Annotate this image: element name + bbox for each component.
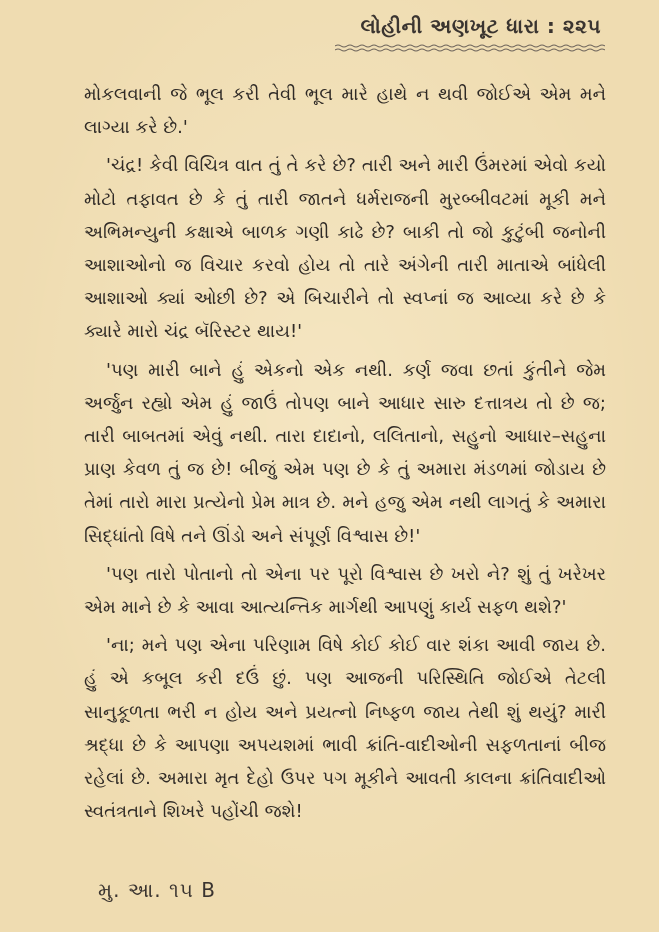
paragraph: 'પણ મારી બાને હું એકનો એક નથી. કર્ણ જવા છતાં કુંતીને જેમ અર્જુન રહ્યો એમ હું જાઉં તોપણ બાને આધાર સારુ દત્તાત્રય તો છે જ; તારી બાબતમાં એવું નથી. તારા દાદાનો, લલિતાનો, સહુનો આધાર–સહુના પ્રાણ કેવળ તું જ છે! બીજું એમ પણ છે કે તું અમારા મંડળમાં જોડાય છે તેમાં તારો મારા પ્રત્યેનો પ્રેમ માત્ર છે. મને હજુ એમ નથી લાગતું કે અમારા સિદ્ધાંતો વિષે તને ઊંડો અને સંપૂર્ણ વિશ્વાસ છે!' (84, 359, 606, 547)
printer-signature-mark: મુ. આ. ૧૫ B (98, 878, 217, 902)
paragraph: 'ના; મને પણ એના પરિણામ વિષે કોઈ કોઈ વાર શંકા આવી જાય છે. હું એ કબૂલ કરી દઉં છું. પણ આજની પરિસ્થિતિ જોઈએ તેટલી સાનુકૂળતા ભરી ન હોય અને પ્રયત્નો નિષ્ફળ જાય તેથી શું થયું? મારી શ્રદ્ધા છે કે આપણા અપયશમાં ભાવી ક્રાંતિ-વાદીઓની સફળતાનાં બીજ રહેલાં છે. અમારા મૃત દેહો ઉપર પગ મૂકીને આવતી કાલના ક્રાંતિવાદીઓ સ્વતંત્રતાને શિખરે પહોંચી જશે! (84, 635, 606, 823)
body-text (84, 78, 606, 833)
paragraph-continuation: મોકલવાની જે ભૂલ કરી તેવી ભૂલ મારે હાથે ન થવી જોઈએ એમ મને લાગ્યા કરે છે.' (84, 84, 606, 139)
header-rule (335, 44, 605, 52)
paragraph: 'ચંદ્ર! કેવી વિચિત્ર વાત તું તે કરે છે? તારી અને મારી ઉંમરમાં એવો કયો મોટો તફાવત છે કે તું તારી જાતને ધર્મરાજની મુરબ્બીવટમાં મૂકી મને અભિમન્યુની કક્ષાએ બાળક ગણી કાઢે છે? બાકી તો જો કુટુંબી જનોની આશાઓનો જ વિચાર કરવો હોય તો તારે અંગેની તારી માતાએ બાંધેલી આશાઓ ક્યાં ઓછી છે? એ બિચારીને તો સ્વપ્નાં જ આવ્યા કરે છે કે ક્યારે મારો ચંદ્ર બૅરિસ્ટર થાય!' (84, 155, 606, 343)
wavy-rule-graphic (335, 44, 605, 52)
paragraph: 'પણ તારો પોતાનો તો એના પર પૂરો વિશ્વાસ છે ખરો ને? શું તું ખરેખર એમ માને છે કે આવા આત્યન્તિક માર્ગથી આપણું કાર્ય સફળ થશે?' (84, 563, 606, 619)
running-header: લોહીની અણખૂટ ધારા : ૨૨૫ (360, 14, 601, 38)
